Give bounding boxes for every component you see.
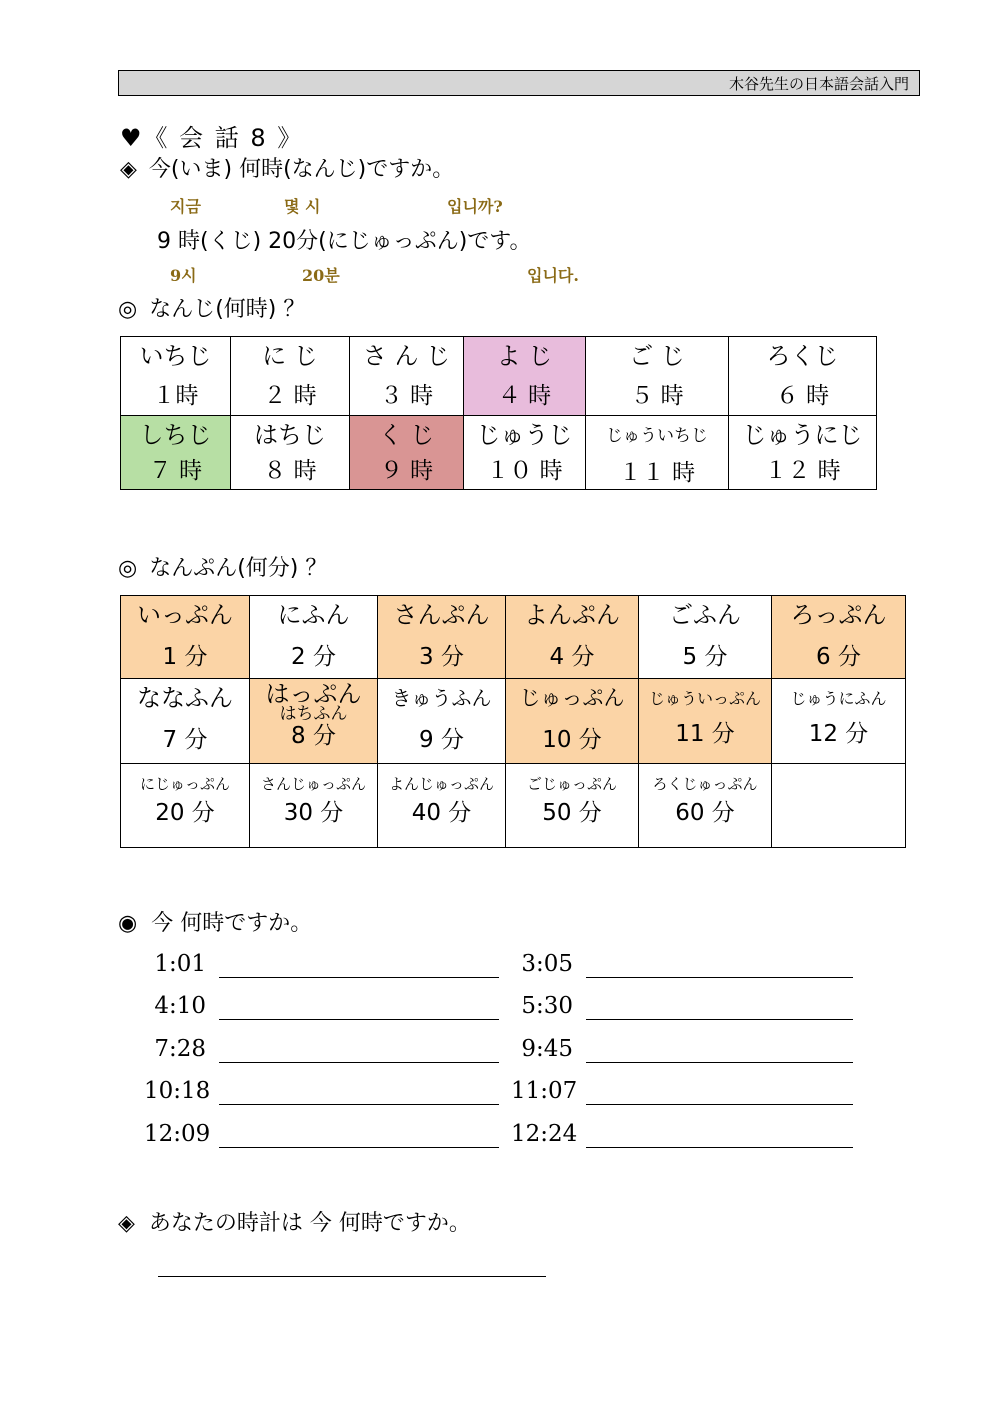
minute-cell: ろっぷん 6 分 <box>772 596 906 679</box>
hour-cell: に じ ２ 時 <box>231 337 350 416</box>
answer-line[interactable] <box>158 1276 546 1277</box>
q-korean-3: 입니까? <box>447 197 503 216</box>
answer-line[interactable] <box>219 977 499 978</box>
hour-cell: く じ ９ 時 <box>350 416 464 490</box>
question-text: 今(いま) 何時(なんじ)ですか。 <box>148 157 455 182</box>
minute-cell: よんじゅっぷん 40 分 <box>378 764 506 848</box>
minute-cell: ななふん 7 分 <box>121 679 250 764</box>
a-korean-1: 9시 <box>170 266 197 285</box>
minutes-heading <box>118 551 327 582</box>
heart-icon: ♥ <box>120 124 144 152</box>
hour-cell: ろくじ ６ 時 <box>729 337 877 416</box>
lesson-title-text: 《 会 話 8 》 <box>143 124 304 152</box>
answer-line[interactable] <box>586 1019 853 1020</box>
hour-cell: じゅうにじ １２ 時 <box>729 416 877 490</box>
minute-cell: ろくじゅっぷん 60 分 <box>639 764 772 848</box>
hour-cell: じゅうじ １０ 時 <box>464 416 586 490</box>
a-korean-2: 20분 <box>302 266 340 285</box>
exercise-time-right: 11:07 <box>511 1078 578 1104</box>
exercise-time-right: 9:45 <box>521 1036 573 1062</box>
exercise-heading-text: 今 何時ですか。 <box>151 911 313 936</box>
alt-reading: はちふん <box>279 704 348 724</box>
lesson-title <box>120 118 303 153</box>
a-korean-3: 입니다. <box>527 266 579 285</box>
diamond-icon: ◈ <box>120 157 137 182</box>
answer-line[interactable] <box>586 1147 853 1148</box>
exercise-time-left: 1:01 <box>154 951 206 977</box>
minute-cell: じゅっぷん 10 分 <box>506 679 639 764</box>
minute-cell: きゅうふん 9 分 <box>378 679 506 764</box>
answer-line[interactable] <box>219 1019 499 1020</box>
answer-line[interactable] <box>586 977 853 978</box>
exercise-time-left: 7:28 <box>154 1036 206 1062</box>
exercise-time-right: 12:24 <box>511 1121 578 1147</box>
answer-line[interactable] <box>219 1062 499 1063</box>
hour-cell: はちじ ８ 時 <box>231 416 350 490</box>
diamond-icon: ◈ <box>118 1211 135 1236</box>
hour-cell: いちじ １時 <box>121 337 231 416</box>
exercise-time-left: 12:09 <box>144 1121 211 1147</box>
minute-cell: にふん 2 分 <box>250 596 378 679</box>
hour-cell: しちじ ７ 時 <box>121 416 231 490</box>
hours-heading-text: なんじ(何時) ？ <box>149 297 306 322</box>
hour-cell: ご じ ５ 時 <box>586 337 729 416</box>
answer-line[interactable] <box>219 1147 499 1148</box>
exercise-heading <box>118 906 312 937</box>
answer-line[interactable] <box>219 1104 499 1105</box>
minute-cell: さんじゅっぷん 30 分 <box>250 764 378 848</box>
bullseye-icon: ◉ <box>118 911 138 936</box>
minute-cell: さんぷん 3 分 <box>378 596 506 679</box>
minute-cell: よんぷん 4 分 <box>506 596 639 679</box>
exercise-time-left: 10:18 <box>144 1078 211 1104</box>
exercise-time-left: 4:10 <box>154 993 206 1019</box>
hours-heading <box>118 292 305 323</box>
final-question <box>118 1206 471 1237</box>
minute-cell: はっぷん はちふん 8 分 <box>250 679 378 764</box>
hour-cell: さ ん じ ３ 時 <box>350 337 464 416</box>
minute-cell: ごふん 5 分 <box>639 596 772 679</box>
minute-cell <box>772 764 906 848</box>
minute-cell: じゅういっぷん 11 分 <box>639 679 772 764</box>
q-korean-2: 몇 시 <box>284 197 321 216</box>
final-question-text: あなたの時計は 今 何時ですか。 <box>148 1211 471 1236</box>
minute-cell: ごじゅっぷん 50 分 <box>506 764 639 848</box>
q-korean-1: 지금 <box>170 197 201 216</box>
minutes-table <box>120 595 906 848</box>
hour-cell: よ じ ４ 時 <box>464 337 586 416</box>
minutes-heading-text: なんぷん(何分) ？ <box>149 556 328 581</box>
hour-cell: じゅういちじ １１ 時 <box>586 416 729 490</box>
exercise-time-right: 3:05 <box>521 951 573 977</box>
exercise-time-right: 5:30 <box>521 993 573 1019</box>
dialog-question <box>120 152 454 183</box>
answer-line[interactable] <box>586 1104 853 1105</box>
header-bar <box>118 70 920 96</box>
minute-cell: にじゅっぷん 20 分 <box>121 764 250 848</box>
minute-cell: いっぷん 1 分 <box>121 596 250 679</box>
answer-text: 9 時(くじ) 20分(にじゅっぷん)です。 <box>157 229 532 254</box>
minute-cell: じゅうにふん 12 分 <box>772 679 906 764</box>
answer-line[interactable] <box>586 1062 853 1063</box>
circle-icon: ◎ <box>118 297 138 322</box>
hours-table <box>120 336 877 490</box>
circle-icon: ◎ <box>118 556 138 581</box>
header-title: 木谷先生の日本語会話入門 <box>728 75 909 93</box>
